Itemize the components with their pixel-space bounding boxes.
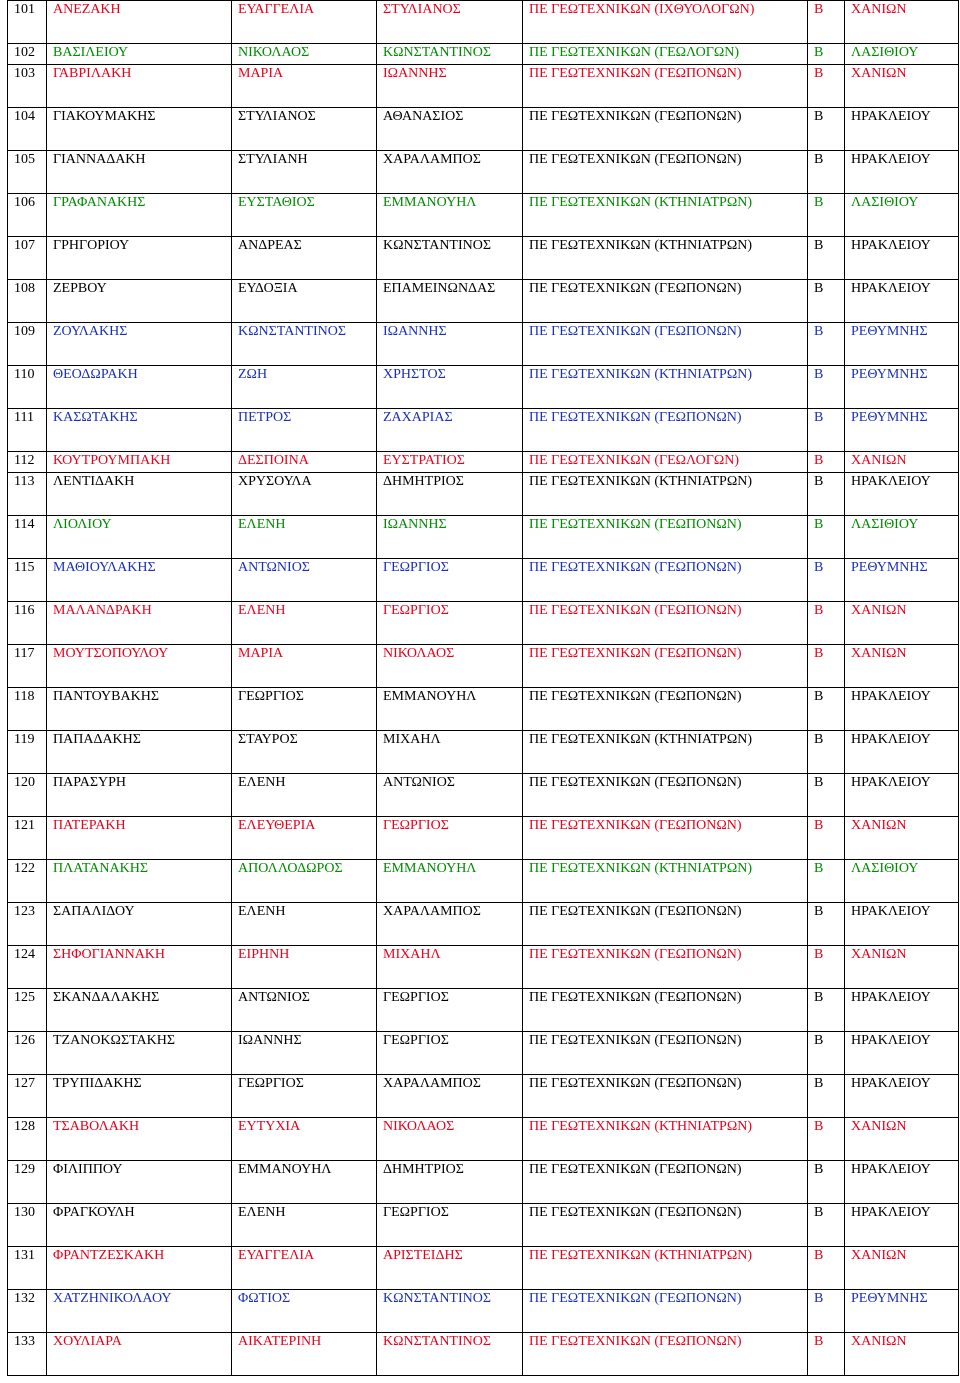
region-cell: ΧΑΝΙΩΝ (845, 946, 959, 989)
row-number: 128 (8, 1118, 47, 1161)
region-cell: ΡΕΘΥΜΝΗΣ (845, 1290, 959, 1333)
region-cell: ΧΑΝΙΩΝ (845, 65, 959, 108)
first-name-cell: ΕΛΕΝΗ (232, 903, 377, 946)
first-name-cell: ΜΑΡΙΑ (232, 645, 377, 688)
table-row (8, 1204, 959, 1247)
surname-cell: ΠΑΝΤΟΥΒΑΚΗΣ (47, 688, 232, 731)
father-name-cell: ΙΩΑΝΝΗΣ (377, 65, 523, 108)
row-number: 126 (8, 1032, 47, 1075)
surname-cell: ΚΑΣΩΤΑΚΗΣ (47, 409, 232, 452)
grade-cell: Β (808, 108, 845, 151)
region-cell: ΗΡΑΚΛΕΙΟΥ (845, 237, 959, 280)
father-name-cell: ΚΩΝΣΤΑΝΤΙΝΟΣ (377, 237, 523, 280)
surname-cell: ΜΑΛΑΝΔΡΑΚΗ (47, 602, 232, 645)
table-row (8, 860, 959, 903)
table-row (8, 44, 959, 65)
row-number: 113 (8, 473, 47, 516)
table-row (8, 946, 959, 989)
specialty-cell: ΠΕ ΓΕΩΤΕΧΝΙΚΩΝ (ΓΕΩΠΟΝΩΝ) (523, 602, 808, 645)
table-row (8, 237, 959, 280)
table-row (8, 1118, 959, 1161)
surname-cell: ΓΑΒΡΙΛΑΚΗ (47, 65, 232, 108)
father-name-cell: ΧΑΡΑΛΑΜΠΟΣ (377, 151, 523, 194)
roster-table (7, 0, 959, 1376)
row-number: 104 (8, 108, 47, 151)
grade-cell: Β (808, 989, 845, 1032)
father-name-cell: ΓΕΩΡΓΙΟΣ (377, 817, 523, 860)
father-name-cell: ΝΙΚΟΛΑΟΣ (377, 1118, 523, 1161)
grade-cell: Β (808, 559, 845, 602)
region-cell: ΡΕΘΥΜΝΗΣ (845, 366, 959, 409)
row-number: 105 (8, 151, 47, 194)
father-name-cell: ΜΙΧΑΗΛ (377, 731, 523, 774)
specialty-cell: ΠΕ ΓΕΩΤΕΧΝΙΚΩΝ (ΓΕΩΠΟΝΩΝ) (523, 559, 808, 602)
row-number: 111 (8, 409, 47, 452)
first-name-cell: ΕΥΤΥΧΙΑ (232, 1118, 377, 1161)
table-row (8, 473, 959, 516)
surname-cell: ΦΡΑΝΤΖΕΣΚΑΚΗ (47, 1247, 232, 1290)
row-number: 131 (8, 1247, 47, 1290)
specialty-cell: ΠΕ ΓΕΩΤΕΧΝΙΚΩΝ (ΓΕΩΠΟΝΩΝ) (523, 323, 808, 366)
first-name-cell: ΕΥΣΤΑΘΙΟΣ (232, 194, 377, 237)
row-number: 127 (8, 1075, 47, 1118)
region-cell: ΗΡΑΚΛΕΙΟΥ (845, 688, 959, 731)
first-name-cell: ΔΕΣΠΟΙΝΑ (232, 452, 377, 473)
grade-cell: Β (808, 1204, 845, 1247)
region-cell: ΛΑΣΙΘΙΟΥ (845, 194, 959, 237)
father-name-cell: ΕΥΣΤΡΑΤΙΟΣ (377, 452, 523, 473)
grade-cell: Β (808, 237, 845, 280)
table-row (8, 989, 959, 1032)
region-cell: ΗΡΑΚΛΕΙΟΥ (845, 473, 959, 516)
father-name-cell: ΓΕΩΡΓΙΟΣ (377, 1032, 523, 1075)
father-name-cell: ΑΘΑΝΑΣΙΟΣ (377, 108, 523, 151)
specialty-cell: ΠΕ ΓΕΩΤΕΧΝΙΚΩΝ (ΓΕΩΠΟΝΩΝ) (523, 645, 808, 688)
father-name-cell: ΙΩΑΝΝΗΣ (377, 516, 523, 559)
region-cell: ΗΡΑΚΛΕΙΟΥ (845, 989, 959, 1032)
specialty-cell: ΠΕ ΓΕΩΤΕΧΝΙΚΩΝ (ΓΕΩΠΟΝΩΝ) (523, 774, 808, 817)
father-name-cell: ΚΩΝΣΤΑΝΤΙΝΟΣ (377, 1290, 523, 1333)
father-name-cell: ΓΕΩΡΓΙΟΣ (377, 559, 523, 602)
grade-cell: Β (808, 323, 845, 366)
row-number: 114 (8, 516, 47, 559)
table-row (8, 602, 959, 645)
grade-cell: Β (808, 409, 845, 452)
father-name-cell: ΓΕΩΡΓΙΟΣ (377, 1204, 523, 1247)
region-cell: ΗΡΑΚΛΕΙΟΥ (845, 731, 959, 774)
grade-cell: Β (808, 473, 845, 516)
father-name-cell: ΔΗΜΗΤΡΙΟΣ (377, 1161, 523, 1204)
table-row (8, 774, 959, 817)
grade-cell: Β (808, 645, 845, 688)
region-cell: ΗΡΑΚΛΕΙΟΥ (845, 1075, 959, 1118)
surname-cell: ΒΑΣΙΛΕΙΟΥ (47, 44, 232, 65)
specialty-cell: ΠΕ ΓΕΩΤΕΧΝΙΚΩΝ (ΚΤΗΝΙΑΤΡΩΝ) (523, 1118, 808, 1161)
table-row (8, 645, 959, 688)
specialty-cell: ΠΕ ΓΕΩΤΕΧΝΙΚΩΝ (ΚΤΗΝΙΑΤΡΩΝ) (523, 731, 808, 774)
region-cell: ΧΑΝΙΩΝ (845, 1, 959, 44)
row-number: 118 (8, 688, 47, 731)
grade-cell: Β (808, 44, 845, 65)
row-number: 110 (8, 366, 47, 409)
specialty-cell: ΠΕ ΓΕΩΤΕΧΝΙΚΩΝ (ΓΕΩΠΟΝΩΝ) (523, 1032, 808, 1075)
row-number: 117 (8, 645, 47, 688)
specialty-cell: ΠΕ ΓΕΩΤΕΧΝΙΚΩΝ (ΓΕΩΠΟΝΩΝ) (523, 817, 808, 860)
surname-cell: ΦΡΑΓΚΟΥΛΗ (47, 1204, 232, 1247)
father-name-cell: ΕΠΑΜΕΙΝΩΝΔΑΣ (377, 280, 523, 323)
specialty-cell: ΠΕ ΓΕΩΤΕΧΝΙΚΩΝ (ΚΤΗΝΙΑΤΡΩΝ) (523, 194, 808, 237)
row-number: 106 (8, 194, 47, 237)
first-name-cell: ΙΩΑΝΝΗΣ (232, 1032, 377, 1075)
specialty-cell: ΠΕ ΓΕΩΤΕΧΝΙΚΩΝ (ΓΕΩΠΟΝΩΝ) (523, 1075, 808, 1118)
surname-cell: ΖΕΡΒΟΥ (47, 280, 232, 323)
surname-cell: ΑΝΕΖΑΚΗ (47, 1, 232, 44)
row-number: 129 (8, 1161, 47, 1204)
row-number: 122 (8, 860, 47, 903)
region-cell: ΧΑΝΙΩΝ (845, 817, 959, 860)
table-row (8, 1032, 959, 1075)
surname-cell: ΜΟΥΤΣΟΠΟΥΛΟΥ (47, 645, 232, 688)
specialty-cell: ΠΕ ΓΕΩΤΕΧΝΙΚΩΝ (ΙΧΘΥΟΛΟΓΩΝ) (523, 1, 808, 44)
row-number: 116 (8, 602, 47, 645)
region-cell: ΡΕΘΥΜΝΗΣ (845, 559, 959, 602)
grade-cell: Β (808, 1, 845, 44)
row-number: 109 (8, 323, 47, 366)
region-cell: ΗΡΑΚΛΕΙΟΥ (845, 108, 959, 151)
grade-cell: Β (808, 1075, 845, 1118)
grade-cell: Β (808, 1290, 845, 1333)
first-name-cell: ΜΑΡΙΑ (232, 65, 377, 108)
region-cell: ΗΡΑΚΛΕΙΟΥ (845, 1032, 959, 1075)
region-cell: ΧΑΝΙΩΝ (845, 452, 959, 473)
region-cell: ΗΡΑΚΛΕΙΟΥ (845, 903, 959, 946)
first-name-cell: ΣΤΥΛΙΑΝΟΣ (232, 108, 377, 151)
surname-cell: ΧΟΥΛΙΑΡΑ (47, 1333, 232, 1376)
first-name-cell: ΕΥΑΓΓΕΛΙΑ (232, 1, 377, 44)
first-name-cell: ΑΝΤΩΝΙΟΣ (232, 559, 377, 602)
father-name-cell: ΑΡΙΣΤΕΙΔΗΣ (377, 1247, 523, 1290)
surname-cell: ΠΑΡΑΣΥΡΗ (47, 774, 232, 817)
region-cell: ΡΕΘΥΜΝΗΣ (845, 323, 959, 366)
grade-cell: Β (808, 688, 845, 731)
first-name-cell: ΕΛΕΝΗ (232, 774, 377, 817)
specialty-cell: ΠΕ ΓΕΩΤΕΧΝΙΚΩΝ (ΚΤΗΝΙΑΤΡΩΝ) (523, 1247, 808, 1290)
table-row (8, 1075, 959, 1118)
surname-cell: ΠΛΑΤΑΝΑΚΗΣ (47, 860, 232, 903)
first-name-cell: ΓΕΩΡΓΙΟΣ (232, 1075, 377, 1118)
surname-cell: ΣΑΠΑΛΙΔΟΥ (47, 903, 232, 946)
first-name-cell: ΕΛΕΝΗ (232, 516, 377, 559)
region-cell: ΛΑΣΙΘΙΟΥ (845, 860, 959, 903)
grade-cell: Β (808, 903, 845, 946)
row-number: 120 (8, 774, 47, 817)
table-row (8, 151, 959, 194)
table-row (8, 409, 959, 452)
grade-cell: Β (808, 151, 845, 194)
specialty-cell: ΠΕ ΓΕΩΤΕΧΝΙΚΩΝ (ΚΤΗΝΙΑΤΡΩΝ) (523, 860, 808, 903)
first-name-cell: ΑΠΟΛΛΟΔΩΡΟΣ (232, 860, 377, 903)
grade-cell: Β (808, 452, 845, 473)
first-name-cell: ΦΩΤΙΟΣ (232, 1290, 377, 1333)
first-name-cell: ΕΥΑΓΓΕΛΙΑ (232, 1247, 377, 1290)
table-row (8, 194, 959, 237)
region-cell: ΛΑΣΙΘΙΟΥ (845, 516, 959, 559)
row-number: 102 (8, 44, 47, 65)
father-name-cell: ΕΜΜΑΝΟΥΗΛ (377, 860, 523, 903)
specialty-cell: ΠΕ ΓΕΩΤΕΧΝΙΚΩΝ (ΓΕΩΠΟΝΩΝ) (523, 688, 808, 731)
father-name-cell: ΚΩΝΣΤΑΝΤΙΝΟΣ (377, 44, 523, 65)
specialty-cell: ΠΕ ΓΕΩΤΕΧΝΙΚΩΝ (ΓΕΩΠΟΝΩΝ) (523, 409, 808, 452)
first-name-cell: ΕΜΜΑΝΟΥΗΛ (232, 1161, 377, 1204)
father-name-cell: ΣΤΥΛΙΑΝΟΣ (377, 1, 523, 44)
specialty-cell: ΠΕ ΓΕΩΤΕΧΝΙΚΩΝ (ΓΕΩΠΟΝΩΝ) (523, 989, 808, 1032)
surname-cell: ΠΑΠΑΔΑΚΗΣ (47, 731, 232, 774)
surname-cell: ΤΣΑΒΟΛΑΚΗ (47, 1118, 232, 1161)
table-row (8, 688, 959, 731)
first-name-cell: ΝΙΚΟΛΑΟΣ (232, 44, 377, 65)
first-name-cell: ΕΙΡΗΝΗ (232, 946, 377, 989)
region-cell: ΗΡΑΚΛΕΙΟΥ (845, 1161, 959, 1204)
surname-cell: ΘΕΟΔΩΡΑΚΗ (47, 366, 232, 409)
father-name-cell: ΑΝΤΩΝΙΟΣ (377, 774, 523, 817)
specialty-cell: ΠΕ ΓΕΩΤΕΧΝΙΚΩΝ (ΓΕΩΛΟΓΩΝ) (523, 44, 808, 65)
specialty-cell: ΠΕ ΓΕΩΤΕΧΝΙΚΩΝ (ΓΕΩΠΟΝΩΝ) (523, 1290, 808, 1333)
table-row (8, 323, 959, 366)
table-row (8, 731, 959, 774)
father-name-cell: ΓΕΩΡΓΙΟΣ (377, 602, 523, 645)
first-name-cell: ΕΛΕΥΘΕΡΙΑ (232, 817, 377, 860)
specialty-cell: ΠΕ ΓΕΩΤΕΧΝΙΚΩΝ (ΓΕΩΠΟΝΩΝ) (523, 1204, 808, 1247)
first-name-cell: ΠΕΤΡΟΣ (232, 409, 377, 452)
row-number: 132 (8, 1290, 47, 1333)
grade-cell: Β (808, 1118, 845, 1161)
specialty-cell: ΠΕ ΓΕΩΤΕΧΝΙΚΩΝ (ΚΤΗΝΙΑΤΡΩΝ) (523, 473, 808, 516)
surname-cell: ΖΟΥΛΑΚΗΣ (47, 323, 232, 366)
region-cell: ΗΡΑΚΛΕΙΟΥ (845, 774, 959, 817)
grade-cell: Β (808, 602, 845, 645)
father-name-cell: ΚΩΝΣΤΑΝΤΙΝΟΣ (377, 1333, 523, 1376)
first-name-cell: ΖΩΗ (232, 366, 377, 409)
row-number: 107 (8, 237, 47, 280)
father-name-cell: ΕΜΜΑΝΟΥΗΛ (377, 688, 523, 731)
grade-cell: Β (808, 1161, 845, 1204)
specialty-cell: ΠΕ ΓΕΩΤΕΧΝΙΚΩΝ (ΓΕΩΠΟΝΩΝ) (523, 516, 808, 559)
first-name-cell: ΑΝΤΩΝΙΟΣ (232, 989, 377, 1032)
grade-cell: Β (808, 860, 845, 903)
surname-cell: ΛΕΝΤΙΔΑΚΗ (47, 473, 232, 516)
specialty-cell: ΠΕ ΓΕΩΤΕΧΝΙΚΩΝ (ΓΕΩΠΟΝΩΝ) (523, 151, 808, 194)
first-name-cell: ΕΥΔΟΞΙΑ (232, 280, 377, 323)
region-cell: ΛΑΣΙΘΙΟΥ (845, 44, 959, 65)
first-name-cell: ΕΛΕΝΗ (232, 602, 377, 645)
region-cell: ΗΡΑΚΛΕΙΟΥ (845, 280, 959, 323)
specialty-cell: ΠΕ ΓΕΩΤΕΧΝΙΚΩΝ (ΚΤΗΝΙΑΤΡΩΝ) (523, 366, 808, 409)
table-row (8, 1290, 959, 1333)
grade-cell: Β (808, 280, 845, 323)
father-name-cell: ΧΡΗΣΤΟΣ (377, 366, 523, 409)
surname-cell: ΚΟΥΤΡΟΥΜΠΑΚΗ (47, 452, 232, 473)
grade-cell: Β (808, 366, 845, 409)
table-row (8, 1161, 959, 1204)
grade-cell: Β (808, 65, 845, 108)
table-row (8, 452, 959, 473)
row-number: 121 (8, 817, 47, 860)
region-cell: ΡΕΘΥΜΝΗΣ (845, 409, 959, 452)
grade-cell: Β (808, 1247, 845, 1290)
father-name-cell: ΧΑΡΑΛΑΜΠΟΣ (377, 1075, 523, 1118)
first-name-cell: ΓΕΩΡΓΙΟΣ (232, 688, 377, 731)
father-name-cell: ΔΗΜΗΤΡΙΟΣ (377, 473, 523, 516)
father-name-cell: ΓΕΩΡΓΙΟΣ (377, 989, 523, 1032)
row-number: 103 (8, 65, 47, 108)
father-name-cell: ΝΙΚΟΛΑΟΣ (377, 645, 523, 688)
row-number: 119 (8, 731, 47, 774)
father-name-cell: ΧΑΡΑΛΑΜΠΟΣ (377, 903, 523, 946)
surname-cell: ΣΚΑΝΔΑΛΑΚΗΣ (47, 989, 232, 1032)
first-name-cell: ΑΝΔΡΕΑΣ (232, 237, 377, 280)
row-number: 123 (8, 903, 47, 946)
first-name-cell: ΣΤΥΛΙΑΝΗ (232, 151, 377, 194)
table-row (8, 817, 959, 860)
surname-cell: ΠΑΤΕΡΑΚΗ (47, 817, 232, 860)
region-cell: ΗΡΑΚΛΕΙΟΥ (845, 151, 959, 194)
table-row (8, 516, 959, 559)
grade-cell: Β (808, 1333, 845, 1376)
father-name-cell: ΖΑΧΑΡΙΑΣ (377, 409, 523, 452)
table-row (8, 65, 959, 108)
father-name-cell: ΙΩΑΝΝΗΣ (377, 323, 523, 366)
specialty-cell: ΠΕ ΓΕΩΤΕΧΝΙΚΩΝ (ΚΤΗΝΙΑΤΡΩΝ) (523, 237, 808, 280)
surname-cell: ΧΑΤΖΗΝΙΚΟΛΑΟΥ (47, 1290, 232, 1333)
region-cell: ΧΑΝΙΩΝ (845, 645, 959, 688)
grade-cell: Β (808, 817, 845, 860)
surname-cell: ΜΑΘΙΟΥΛΑΚΗΣ (47, 559, 232, 602)
specialty-cell: ΠΕ ΓΕΩΤΕΧΝΙΚΩΝ (ΓΕΩΠΟΝΩΝ) (523, 65, 808, 108)
specialty-cell: ΠΕ ΓΕΩΤΕΧΝΙΚΩΝ (ΓΕΩΠΟΝΩΝ) (523, 108, 808, 151)
table-row (8, 1247, 959, 1290)
surname-cell: ΓΙΑΚΟΥΜΑΚΗΣ (47, 108, 232, 151)
table-row (8, 559, 959, 602)
surname-cell: ΛΙΟΛΙΟΥ (47, 516, 232, 559)
grade-cell: Β (808, 1032, 845, 1075)
roster-body (8, 1, 959, 1376)
region-cell: ΧΑΝΙΩΝ (845, 602, 959, 645)
region-cell: ΧΑΝΙΩΝ (845, 1118, 959, 1161)
region-cell: ΗΡΑΚΛΕΙΟΥ (845, 1204, 959, 1247)
specialty-cell: ΠΕ ΓΕΩΤΕΧΝΙΚΩΝ (ΓΕΩΛΟΓΩΝ) (523, 452, 808, 473)
surname-cell: ΣΗΦΟΓΙΑΝΝΑΚΗ (47, 946, 232, 989)
first-name-cell: ΣΤΑΥΡΟΣ (232, 731, 377, 774)
row-number: 108 (8, 280, 47, 323)
grade-cell: Β (808, 516, 845, 559)
row-number: 112 (8, 452, 47, 473)
row-number: 133 (8, 1333, 47, 1376)
table-row (8, 1333, 959, 1376)
specialty-cell: ΠΕ ΓΕΩΤΕΧΝΙΚΩΝ (ΓΕΩΠΟΝΩΝ) (523, 280, 808, 323)
first-name-cell: ΕΛΕΝΗ (232, 1204, 377, 1247)
row-number: 125 (8, 989, 47, 1032)
grade-cell: Β (808, 731, 845, 774)
region-cell: ΧΑΝΙΩΝ (845, 1333, 959, 1376)
specialty-cell: ΠΕ ΓΕΩΤΕΧΝΙΚΩΝ (ΓΕΩΠΟΝΩΝ) (523, 946, 808, 989)
specialty-cell: ΠΕ ΓΕΩΤΕΧΝΙΚΩΝ (ΓΕΩΠΟΝΩΝ) (523, 1333, 808, 1376)
surname-cell: ΓΡΗΓΟΡΙΟΥ (47, 237, 232, 280)
surname-cell: ΦΙΛΙΠΠΟΥ (47, 1161, 232, 1204)
surname-cell: ΤΡΥΠΙΔΑΚΗΣ (47, 1075, 232, 1118)
row-number: 130 (8, 1204, 47, 1247)
surname-cell: ΓΙΑΝΝΑΔΑΚΗ (47, 151, 232, 194)
father-name-cell: ΕΜΜΑΝΟΥΗΛ (377, 194, 523, 237)
table-row (8, 280, 959, 323)
first-name-cell: ΚΩΝΣΤΑΝΤΙΝΟΣ (232, 323, 377, 366)
grade-cell: Β (808, 774, 845, 817)
specialty-cell: ΠΕ ΓΕΩΤΕΧΝΙΚΩΝ (ΓΕΩΠΟΝΩΝ) (523, 903, 808, 946)
table-row (8, 366, 959, 409)
first-name-cell: ΑΙΚΑΤΕΡΙΝΗ (232, 1333, 377, 1376)
row-number: 101 (8, 1, 47, 44)
surname-cell: ΤΖΑΝΟΚΩΣΤΑΚΗΣ (47, 1032, 232, 1075)
table-row (8, 108, 959, 151)
table-row (8, 903, 959, 946)
surname-cell: ΓΡΑΦΑΝΑΚΗΣ (47, 194, 232, 237)
region-cell: ΧΑΝΙΩΝ (845, 1247, 959, 1290)
father-name-cell: ΜΙΧΑΗΛ (377, 946, 523, 989)
specialty-cell: ΠΕ ΓΕΩΤΕΧΝΙΚΩΝ (ΓΕΩΠΟΝΩΝ) (523, 1161, 808, 1204)
row-number: 115 (8, 559, 47, 602)
grade-cell: Β (808, 194, 845, 237)
first-name-cell: ΧΡΥΣΟΥΛΑ (232, 473, 377, 516)
table-row (8, 1, 959, 44)
grade-cell: Β (808, 946, 845, 989)
row-number: 124 (8, 946, 47, 989)
